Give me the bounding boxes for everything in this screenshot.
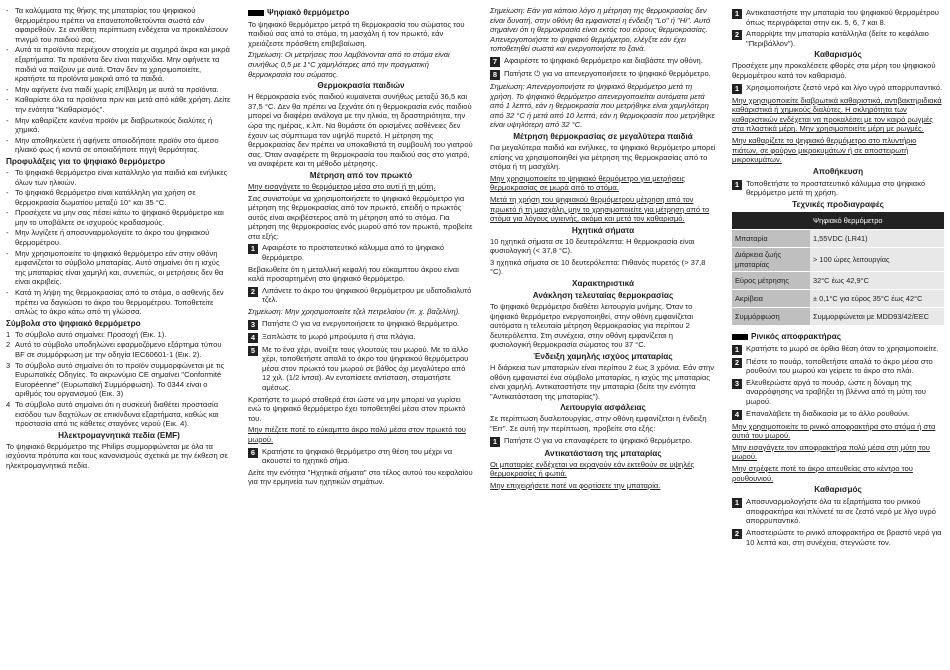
step-number: 7 (490, 57, 500, 67)
heading-child-temp: Θερμοκρασία παιδιών (317, 81, 405, 91)
step-asp-clean-1: 1 Αποσυναρμολογήστε όλα τα εξαρτήματα του ρινικού αποφρακτήρα και πλύνετέ τα σε ζεστό νερό με λίγο υγρό απορρυπαντικό. (732, 497, 944, 526)
step-number: 3 (732, 379, 742, 389)
heading-rectal: Μέτρηση από τον πρωκτό (309, 170, 413, 180)
column-1 (6, 6, 232, 473)
specs-table (732, 212, 944, 326)
numbered-item: 3 Το σύμβολο αυτό σημαίνει ότι το προϊόν συμμορφώνεται με τις Ευρωπαϊκές Οδηγίες. Το ακρωνύμιο CE σημαίνει "Conformité Européenne" (Ευρωπαϊκή Συμμόρφωση). Το 0344 είναι ο αριθμός του οργανισμού (Εικ. 3) (6, 360, 225, 399)
table-row: Ακρίβεια ± 0,1°C για εύρος 35°C έως 42°C (732, 290, 944, 308)
paragraph: Κρατήστε το μωρό σταθερά έτσι ώστε να μην μπορεί να γυρίσει ενώ το ψηφιακό θερμόμετρο έχει τοποθετηθεί μέσα στον πρωκτό του. (248, 394, 466, 423)
step-replace-1: 1 Αντικαταστήστε την μπαταρία του ψηφιακού θερμομέτρου όπως περιγράφεται στην εικ. 5, 6, 7 και 8. (732, 8, 944, 27)
step-replace-2: 2 Απορρίψτε την μπαταρία κατάλληλα (δείτε το κεφάλαιο "Περιβάλλον"). (732, 29, 944, 48)
heading-symbols: Σύμβολα στο ψηφιακό θερμόμετρο (6, 318, 141, 328)
section-marker (248, 10, 264, 16)
warning: Μην χρησιμοποιείτε διαβρωτικά καθαριστικά, αντιβακτηριδιακά καθαριστικά ή χημικούς διαλύτες. Η σκληρότητα των καθαριστικών ενδέχεται να προκαλέσει με τον καιρό ρωγμές στα πλαστικά μέρη. Μην χρησιμοποιείτε μέρη με ρωγμές. (732, 95, 942, 134)
heading-older-children: Μέτρηση θερμοκρασίας σε μεγαλύτερα παιδιά (513, 131, 693, 141)
bullet-item: - Αυτά τα προϊόντα περιέχουν στοιχεία με αιχμηρά άκρα και μικρά εξαρτήματα. Τα προϊόντα δεν είναι παιχνίδια. Μην αφήνετε τα παιδιά να παίζουν με αυτά. Όταν δεν τα χρησιμοποιείτε, κρατήστε τα προϊόντα μακριά από τα παιδιά. (6, 45, 230, 84)
warning: Μετά τη χρήση του ψηφιακού θερμόμετρου μέτρηση από τον πρωκτό ή τη μασχάλη, μην το χρησιμοποιείτε για μέτρηση από το στόμα για λόγους υγιεινής, ακόμα και μετά τον καθαρισμό. (490, 194, 710, 224)
heading-failsafe: Λειτουργία ασφάλειας (560, 403, 646, 413)
note: Σημείωση: Εάν για κάποιο λόγο η μέτρηση της θερμοκρασίας δεν είναι δυνατή, στην οθόνη θα εμφανιστεί η ένδειξη "Lo" ή "Hi". Αυτό σημαίνει ότι η θερμοκρασία είναι εκτός του εύρους θερμοκρασίας. Απενεργοποιήστε το ψηφιακό θερμόμετρο, ελέγξτε εάν έχει τοποθετηθεί σωστά και ενεργοποιήστε το ξανά. (490, 6, 711, 54)
numbered-item: 4 Το σύμβολο αυτό σημαίνει ότι η συσκευή διαθέτει προστασία εισόδου των δαχτύλων σε επικίνδυνα εξαρτήματα, καθώς και προστασία από τις κάθετες σταγόνες νερού (Εικ. 4). (6, 399, 219, 429)
warning: Μην χρησιμοποιείτε το ψηφιακό θερμόμετρο για μετρήσεις θερμοκρασίας σε μωρά από το στόμα. (490, 173, 686, 193)
bullet-item: - Κατά τη λήψη της θερμοκρασίας από το στόμα, ο ασθενής δεν πρέπει να δαγκώσει το άκρο του θερμομέτρου. Τοποθετείτε απλώς το άκρο κάτω από τη γλώσσα. (6, 288, 224, 317)
step-number: 1 (732, 498, 742, 508)
heading-storage: Αποθήκευση (812, 166, 864, 176)
step-number: 4 (248, 333, 258, 343)
paragraph: 3 ηχητικά σήματα σε 10 δευτερόλεπτα: Πιθανός πυρετός (> 37,8 °C). (490, 257, 706, 277)
step-number: 4 (732, 410, 742, 420)
section-marker (732, 334, 748, 340)
bullet-item: - Μην αποθηκεύετε ή αφήνετε οποιοδήποτε προϊόν στο άμεσο ηλιακό φως ή κοντά σε οποιαδήποτε πηγή θερμότητας. (6, 135, 219, 155)
step-asp-clean-2: 2 Αποστειρώστε το ρινικό αποφρακτήρα σε βραστό νερό για 10 λεπτά και, στη συνέχεια, στεγνώστε τον. (732, 528, 944, 547)
bullet-item: - Το ψηφιακό θερμόμετρο είναι κατάλληλο για παιδιά και ενήλικες όλων των ηλικιών. (6, 167, 228, 187)
bullet-item: - Καθαρίστε όλα τα προϊόντα πριν και μετά από κάθε χρήση. Δείτε την ενότητα "Καθαρισμός". (6, 95, 231, 114)
step-number: 2 (732, 358, 742, 368)
bullet-item: - Μην χρησιμοποιείτε το ψηφιακό θερμόμετρο εάν στην οθόνη εμφανίζεται το σύμβολο μπαταρίας. Αυτό σημαίνει ότι η ισχύς της μπαταρίας είναι χαμηλή και, συνεπώς, οι μετρήσεις δεν θα είναι ακριβείς. (6, 248, 224, 287)
paragraph: Σε περίπτωση δυσλειτουργίας, στην οθόνη εμφανίζεται η ένδειξη "Err". Σε αυτή την περίπτωση, προβείτε στα εξής: (490, 414, 707, 433)
section-heading-aspirator: Ρινικός αποφρακτήρας (732, 332, 944, 342)
heading-recall: Ανάκληση τελευταίας θερμοκρασίας (532, 291, 674, 301)
heading-cleaning: Καθαρισμός (814, 50, 862, 60)
heading-beeps: Ηχητικά σήματα (571, 225, 635, 235)
paragraph: Το ψηφιακό θερμόμετρο μετρά τη θερμοκρασία του σώματος του παιδιού σας από το στόμα, τη μασχάλη ή τον πρωκτό, εάν χρειάζεστε πρόσθετη επιβεβαίωση. (248, 19, 465, 48)
step-1: 1 Αφαιρέστε το προστατευτικό κάλυμμα από το ψηφιακό θερμόμετρο. (248, 243, 474, 262)
step-asp-3: 3 Ελευθερώστε αργά το πουάρ, ώστε η δύναμη της αναρρόφησης να τραβήξει τη βλέννα από τη μύτη του μωρού. (732, 378, 944, 407)
bullet-item: - Μην αφήνετε ένα παιδί χωρίς επίβλεψη με αυτά τα προϊόντα. (6, 84, 219, 94)
bullet-item: - Προσέχετε να μην σας πέσει κάτω το ψηφιακό θερμόμετρο και μην το υποβάλετε σε ισχυρούς κραδασμούς. (6, 208, 224, 227)
paragraph: Δείτε την ενότητα "Ηχητικά σήματα" στο τέλος αυτού του κεφαλαίου για την ερμηνεία των ηχητικών σημάτων. (248, 467, 473, 487)
step-number: 6 (248, 448, 258, 458)
heading-emf: Ηλεκτρομαγνητικά πεδία (EMF) (58, 430, 180, 440)
warning: Οι μπαταρίες ενδέχεται να εκραγούν εάν εκτεθούν σε υψηλές θερμοκρασίες ή φωτιά. (490, 459, 695, 479)
numbered-item: 2 Αυτό το σύμβολο υποδηλώνει εφαρμοζόμενο εξάρτημα τύπου BF σε συμμόρφωση με την οδηγία IEC60601-1 (Εικ. 2). (6, 340, 222, 359)
step-number: 1 (732, 9, 742, 19)
step-number: 1 (490, 437, 500, 447)
step-number: 5 (248, 346, 258, 356)
column-3 (490, 6, 716, 492)
step-6: 6 Κρατήστε το ψηφιακό θερμόμετρο στη θέση του μέχρι να ακουστεί το ηχητικό σήμα. (248, 447, 474, 466)
table-row: Μπαταρία 1,55VDC (LR41) (732, 229, 944, 247)
table-row: Διάρκεια ζωής μπαταρίας > 100 ώρες λειτουργίας (732, 247, 944, 271)
step-clean-1: 1 Χρησιμοποιήστε ζεστό νερό και λίγο υγρό απορρυπαντικό. (732, 83, 944, 94)
bullet-item: - Μην λυγίζετε ή αποσυναρμολογείτε το άκρο του ψηφιακού θερμομέτρου. (6, 228, 210, 248)
numbered-item: 1 Το σύμβολο αυτό σημαίνει: Προσοχή (Εικ. 1). (6, 329, 167, 339)
step-asp-2: 2 Πιέστε το πουάρ, τοποθετήστε απαλά το άκρο μέσα στο ρουθούνι του μωρού και γείρετε το άκρο στο πλάι. (732, 357, 944, 376)
bullet-item: - Τα καλύμματα της θήκης της μπαταρίας του ψηφιακού θερμομέτρου πρέπει να επανατοποθετούνται σωστά εάν αφαιρεθούν. Σε αντίθετη περίπτωση ενδέχεται να προκαλέσουν πνιγμό του παιδιού σας. (6, 6, 228, 44)
specs-header-blank (732, 212, 810, 230)
step-7: 7 Αφαιρέστε το ψηφιακό θερμόμετρο και διαβάστε την οθόνη. (490, 56, 716, 67)
step-number: 2 (732, 30, 742, 40)
heading-features: Χαρακτηριστικά (571, 279, 634, 289)
column-2 (248, 6, 474, 489)
note: Σημείωση: Μην χρησιμοποιείτε τζελ πετρελαίου (π. χ. βαζελίνη). (248, 307, 461, 317)
paragraph: 10 ηχητικά σήματα σε 10 δευτερόλεπτα: Η θερμοκρασία είναι φυσιολογική (< 37,8 °C). (490, 236, 695, 256)
paragraph: Σας συνιστούμε να χρησιμοποιήσετε το ψηφιακό θερμόμετρο για μέτρηση της θερμοκρασίας από τον πρωκτό, επειδή ο πρωκτός αυτός είναι ακριβέστερος από τη μέτρηση από το στόμα. Για μέτρηση της θερμοκρασίας ενός μωρού από τον πρωκτό, προβείτε στα εξής: (248, 193, 473, 241)
note: Σημείωση: Οι μετρήσεις που λαμβάνονται από το στόμα είναι συνήθως 0,5 με 1°C χαμηλότερες από την πραγματική θερμοκρασία του σώματος. (248, 50, 450, 79)
heading-low-battery: Ένδειξη χαμηλής ισχύος μπαταρίας (533, 352, 673, 362)
step-2: 2 Λιπάνετε το άκρο του ψηφιακού θερμόμετρου με υδατοδιαλυτό τζελ. (248, 286, 474, 305)
step-5: 5 Με το ένα χέρι, ανοίξτε τους γλουτούς του μωρού. Με το άλλο χέρι, τοποθετήστε απαλά το άκρο του ψηφιακού θερμόμετρου μέσα στον πρωκτό του μωρού σε βάθος όχι μεγαλύτερο από 12 χιλ. (1/2 ίντσα). Αν εντοπίσετε αντίσταση, σταματήστε αμέσως. (248, 345, 474, 393)
warning: Μην καθαρίζετε το ψηφιακό θερμόμετρο στο πλυντήριο πιάτων, σε φούρνο μικροκυμάτων ή σε αποστειρωτή μικροκυμάτων. (732, 135, 917, 165)
step-asp-4: 4 Επαναλάβετε τη διαδικασία με το άλλο ρουθούνι. (732, 409, 944, 420)
heading-cleaning-aspirator: Καθαρισμός (814, 485, 862, 495)
warning: Μην χρησιμοποιείτε το ρινικό αποφρακτήρα στο στόμα ή στα αυτιά του μωρού. (732, 421, 936, 441)
section-heading-digital: Ψηφιακό θερμόμετρο (248, 8, 474, 18)
heading-specs: Τεχνικές προδιαγραφές (792, 199, 884, 209)
warning: Μην εισαγάγετε το θερμόμετρο μέσα στο αυτί ή τη μύτη. (248, 181, 436, 191)
step-number: 1 (732, 180, 742, 190)
specs-header-row (732, 212, 944, 230)
paragraph: Το ψηφιακό θερμόμετρο διαθέτει λειτουργία μνήμης. Όταν το ψηφιακό θερμόμετρο ενεργοποιηθεί, στην οθόνη εμφανίζεται αυτόματα η τελευταία μέτρηση θερμοκρασίας για περίπου 2 δευτερόλεπτα. Στη συνέχεια, στην οθόνη εμφανίζεται η φυσιολογική θερμοκρασία σώματος του 37 °C. (490, 302, 694, 350)
step-number: 2 (248, 287, 258, 297)
step-number: 1 (248, 244, 258, 254)
step-number: 2 (732, 529, 742, 539)
column-4 (732, 6, 944, 549)
step-number: 1 (732, 345, 742, 355)
paragraph: Προσέχετε μην προκαλέσετε φθορές στα μέρη του ψηφιακού θερμομέτρου κατά τον καθαρισμό. (732, 61, 936, 80)
paragraph: Για μεγαλύτερα παιδιά και ενήλικες, το ψηφιακό θερμόμετρο μπορεί επίσης να χρησιμοποιηθεί για μέτρηση της θερμοκρασίας από το στόμα ή τη μασχάλη. (490, 142, 716, 172)
warning: Μην πιέζετε ποτέ το εύκαμπτο άκρο πολύ μέσα στον πρωκτό του μωρού. (248, 425, 466, 444)
heading-replace-battery: Αντικατάσταση της μπαταρίας (544, 448, 662, 458)
emf-paragraph: Το ψηφιακό θερμόμετρο της Philips συμμορφώνεται με όλα τα ισχύοντα πρότυπα και τους κανονισμούς σχετικά με την έκθεση σε ηλεκτρομαγνητικά πεδία. (6, 441, 228, 470)
warning: Μην επιχειρήσετε ποτέ να φορτίσετε την μπαταρία. (490, 480, 661, 490)
step-3: 3 Πατήστε ⏻ για να ενεργοποιήσετε το ψηφιακό θερμόμετρο. (248, 319, 474, 330)
warning: Μην εισαγάγετε τον αποφρακτήρα πολύ μέσα στη μύτη του μωρού. (732, 442, 930, 462)
paragraph: Βεβαιωθείτε ότι η μεταλλική κεφαλή του εύκαμπτου άκρου είναι καλά προσαρτημένη στο ψηφιακό θερμόμετρο. (248, 264, 459, 284)
step-asp-1: 1 Κρατήστε το μωρό σε όρθια θέση όταν το χρησιμοποιείτε. (732, 344, 944, 355)
note: Σημείωση: Απενεργοποιήστε το ψηφιακό θερμόμετρο μετά τη χρήση. Το ψηφιακό θερμόμετρο απενεργοποιείται αυτόματα μετά από 1 λεπτό, εάν η θερμοκρασία που μετρήθηκε είναι χαμηλότερη από 32 °C ή μετά από 10 λεπτά, εάν η θερμοκρασία που μετρήθηκε είναι υψηλότερη από 32 °C. (490, 81, 715, 130)
table-row: Συμμόρφωση Συμμορφώνεται με MDD93/42/EEC (732, 308, 944, 326)
step-failsafe-1: 1 Πατήστε ⏻ για να επαναφέρετε το ψηφιακό θερμόμετρο. (490, 436, 716, 447)
warning: Μην στρέφετε ποτέ το άκρο απευθείας στο κέντρο του ρουθουνιού. (732, 464, 913, 483)
step-number: 3 (248, 320, 258, 330)
bullet-item: - Μην καθαρίζετε κανένα προϊόν με διαβρωτικούς διαλύτες ή χημικά. (6, 115, 213, 135)
bullet-item: - Το ψηφιακό θερμόμετρο είναι κατάλληλη για χρήση σε θερμοκρασία δωματίου μεταξύ 10° και 35 °C. (6, 188, 196, 207)
heading-precautions: Προφυλάξεις για το ψηφιακό θερμόμετρο (6, 156, 166, 166)
step-number: 8 (490, 70, 500, 80)
paragraph: Η θερμοκρασία ενός παιδιού κυμαίνεται συνήθως μεταξύ 36,5 και 37,5 °C. Δεν θα πρέπει να ξεχνάτε ότι η θερμοκρασία ενός παιδιού μπορεί να διαφέρει ανάλογα με την ηλικία, τη δραστηριότητα, την ώρα της ημέρας, κ.λπ. Να θυμάστε ότι ορισμένες ασθένειες δεν έχουν ως σύμπτωμα τον υψηλό πυρετό. Η μέτρηση της θερμοκρασίας δεν πρέπει να υποκαθιστά τη συμβουλή του γιατρού σας. Όταν αναφέρετε τη θερμοκρασία του παιδιού σας στο γιατρό, να αναφέρετε και τη μέθοδο μέτρησης. (248, 92, 473, 169)
step-8: 8 Πατήστε ⏻ για να απενεργοποιήσετε το ψηφιακό θερμόμετρο. (490, 69, 716, 80)
table-row: Εύρος μέτρησης 32°C έως 42,9°C (732, 272, 944, 290)
step-storage-1: 1 Τοποθετήστε το προστατευτικό κάλυμμα στο ψηφιακό θερμόμετρο μετά τη χρήση. (732, 179, 944, 198)
step-number: 1 (732, 84, 742, 94)
step-4: 4 Ξαπλώστε το μωρό μπρούμυτα ή στα πλάγια. (248, 332, 474, 343)
specs-header: Ψηφιακό θερμόμετρο (810, 212, 944, 230)
paragraph: Η διάρκεια των μπαταριών είναι περίπου 2 έως 3 χρόνια. Εάν στην οθόνη εμφανιστεί ένα σύμβολο μπαταρίας, η ισχύς της μπαταρίας είναι χαμηλή. Αντικαταστήστε την μπαταρία (δείτε την ενότητα "Αντικατάσταση της μπαταρίας"). (490, 363, 715, 401)
